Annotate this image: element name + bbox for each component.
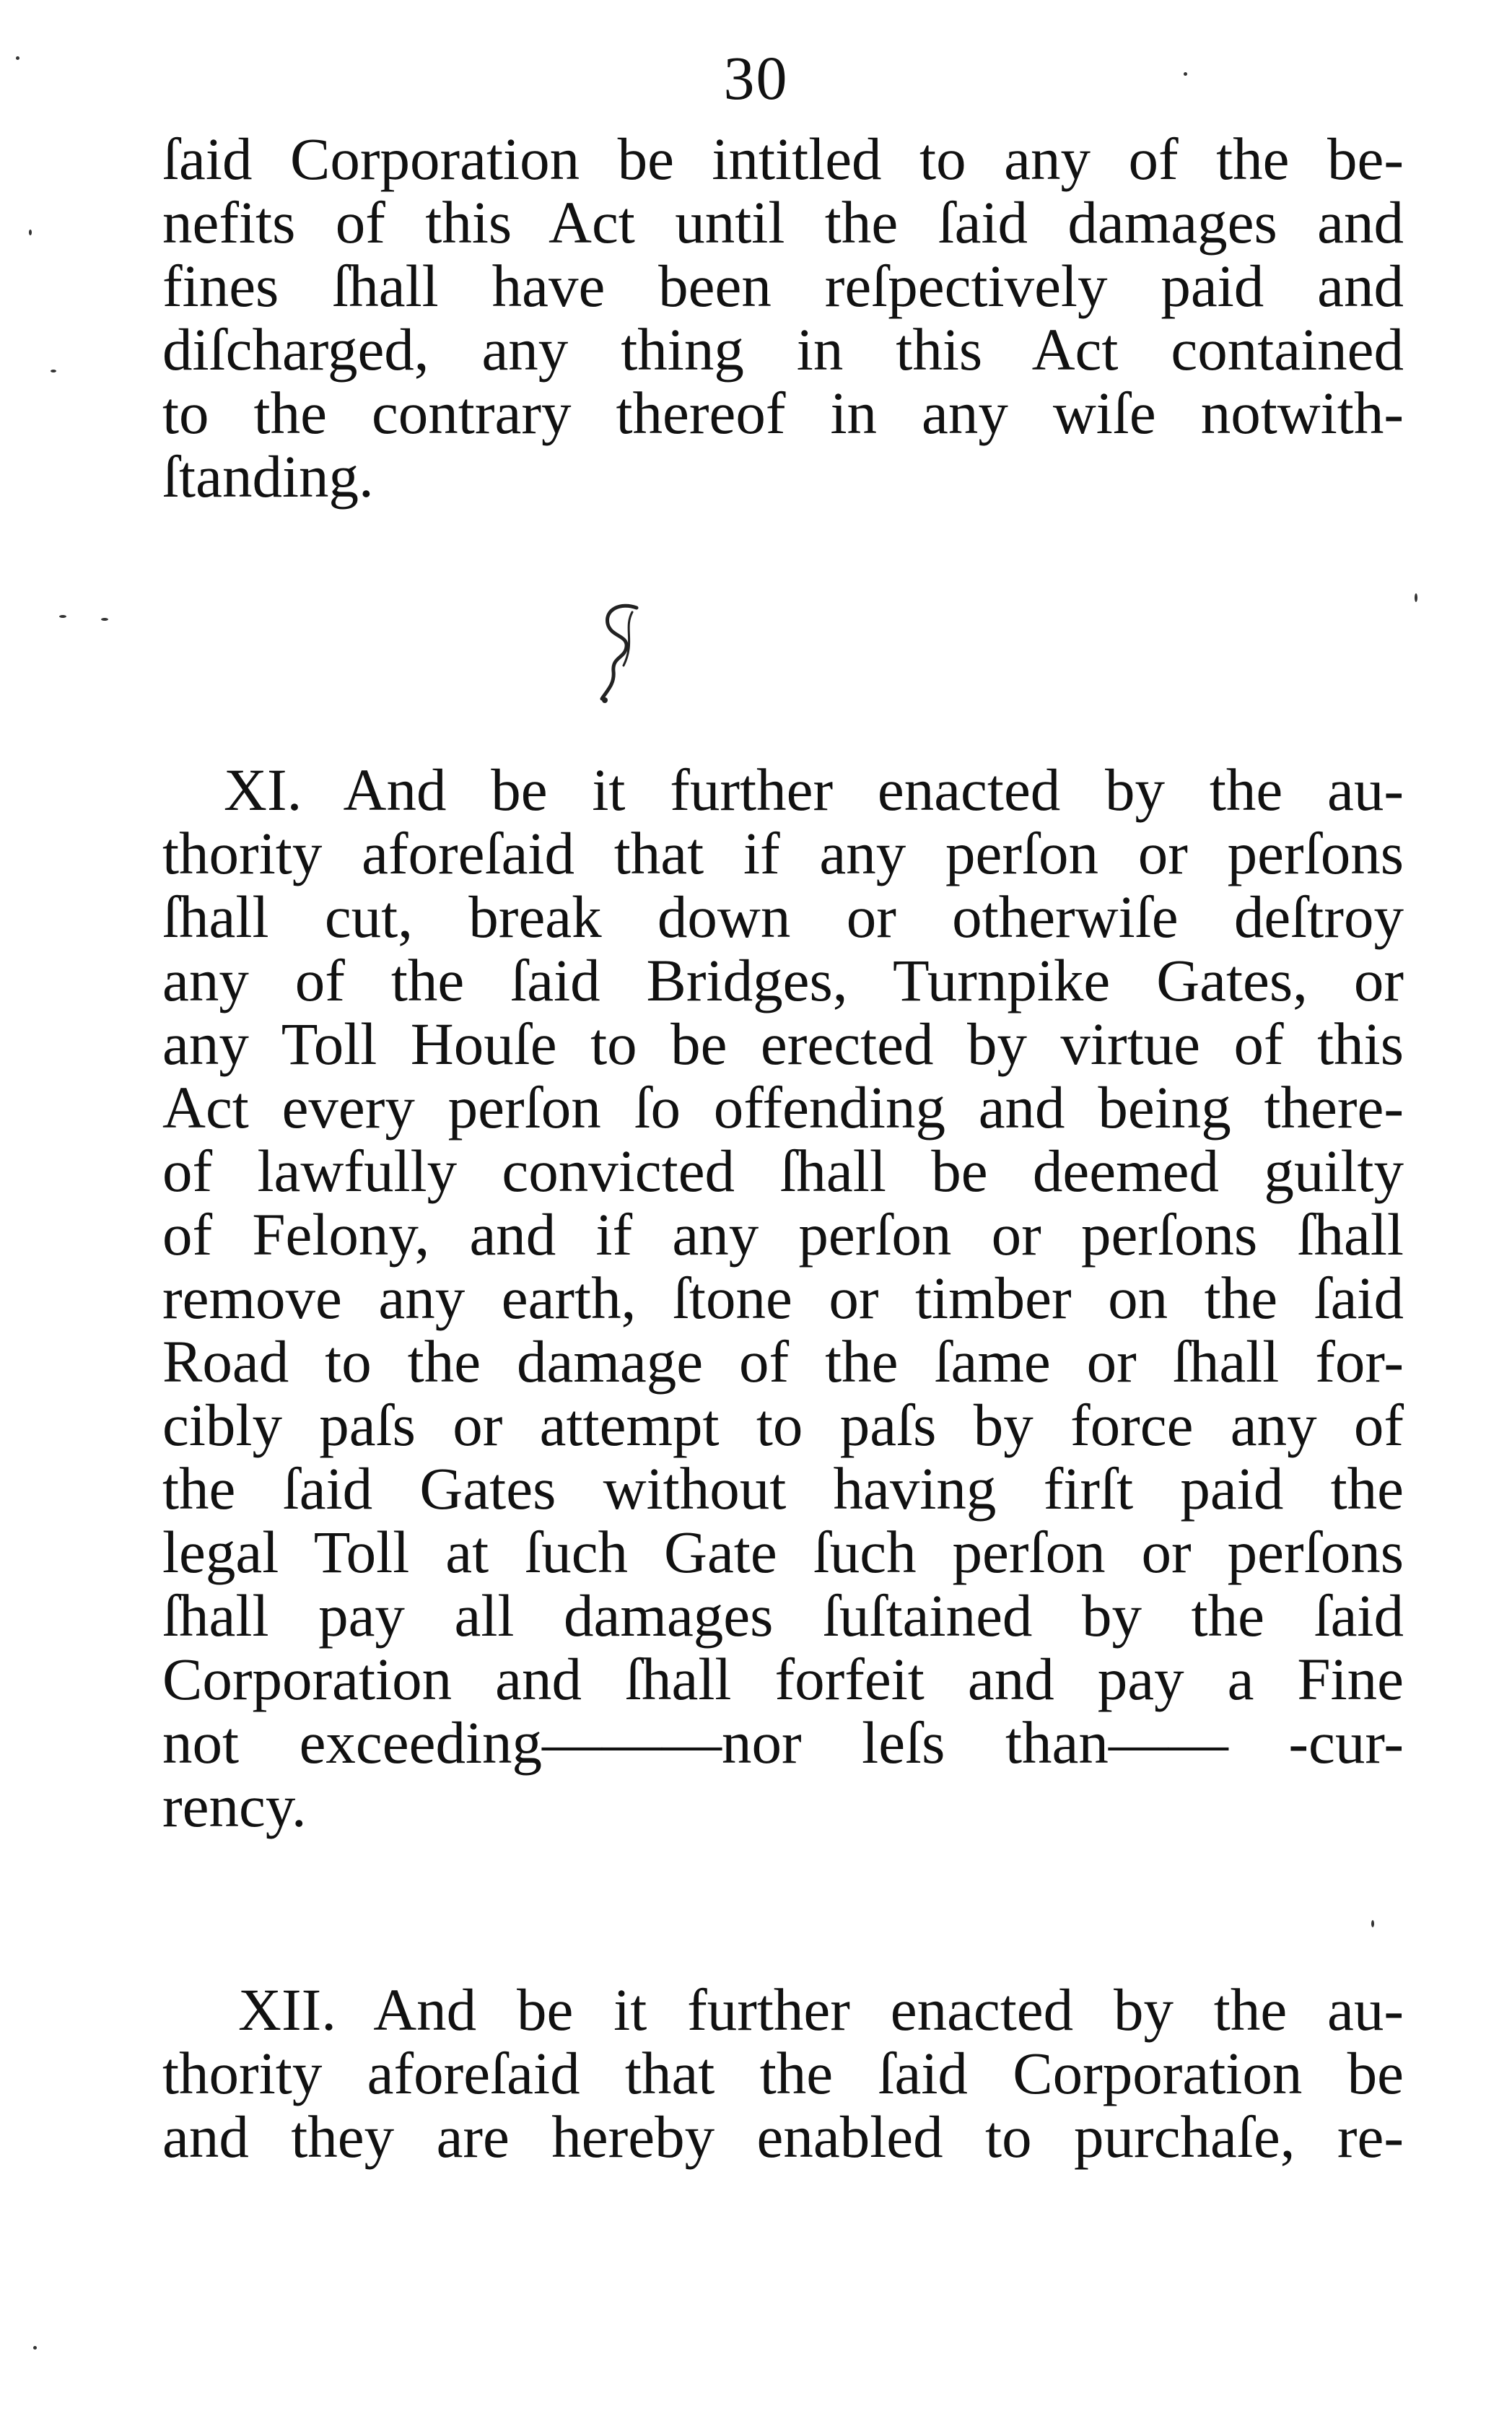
text-line: not exceeding———nor leſs than—— -cur-	[162, 1709, 1404, 1776]
text-line: ſhall pay all damages ſuſtained by the ſaid	[162, 1582, 1404, 1649]
text-line: nefits of this Act until the ſaid damages and	[162, 189, 1404, 256]
text-line: of lawfully convicted ſhall be deemed guilty	[162, 1138, 1404, 1204]
text-line: of Felony, and if any perſon or perſons ſhall	[162, 1201, 1404, 1268]
scan-speck	[1371, 1920, 1374, 1927]
text-line: legal Toll at ſuch Gate ſuch perſon or perſons	[162, 1519, 1404, 1585]
text-line: remove any earth, ſtone or timber on the ſaid	[162, 1265, 1404, 1331]
text-line: XI. And be it further enacted by the au-	[224, 756, 1404, 823]
text-line: diſcharged, any thing in this Act contained	[162, 316, 1404, 383]
text-line: ſtanding.	[162, 443, 374, 510]
text-line: and they are hereby enabled to purchaſe, re-	[162, 2103, 1404, 2170]
text-line: XII. And be it further enacted by the au-	[238, 1976, 1404, 2043]
scan-speck	[51, 370, 56, 372]
text-line: to the contrary thereof in any wiſe notwith-	[162, 380, 1404, 446]
text-line: thority aforeſaid that if any perſon or perſons	[162, 820, 1404, 886]
text-line: any of the ſaid Bridges, Turnpike Gates, or	[162, 947, 1404, 1013]
scan-speck	[101, 618, 108, 621]
text-line: Corporation and ſhall forfeit and pay a Fine	[162, 1646, 1404, 1712]
scan-speck	[33, 2346, 37, 2350]
text-line: cibly paſs or attempt to paſs by force any of	[162, 1392, 1404, 1458]
pilcrow-ornament-icon	[592, 599, 650, 707]
scan-speck	[1415, 593, 1417, 602]
scan-speck	[59, 615, 66, 618]
text-line: rency.	[162, 1773, 307, 1839]
text-line: the ſaid Gates without having firſt paid the	[162, 1455, 1404, 1522]
scan-speck	[1184, 72, 1187, 76]
page-number: 30	[723, 43, 789, 113]
text-line: fines ſhall have been reſpectively paid and	[162, 253, 1404, 319]
text-line: ſhall cut, break down or otherwiſe deſtroy	[162, 884, 1404, 950]
scan-speck	[16, 56, 19, 60]
text-line: Act every perſon ſo offending and being there-	[162, 1074, 1404, 1141]
text-line: ſaid Corporation be intitled to any of the be-	[162, 126, 1404, 192]
text-line: Road to the damage of the ſame or ſhall for-	[162, 1328, 1404, 1395]
text-line: thority aforeſaid that the ſaid Corporation be	[162, 2040, 1404, 2106]
scan-speck	[29, 230, 32, 235]
text-line: any Toll Houſe to be erected by virtue of this	[162, 1011, 1404, 1077]
